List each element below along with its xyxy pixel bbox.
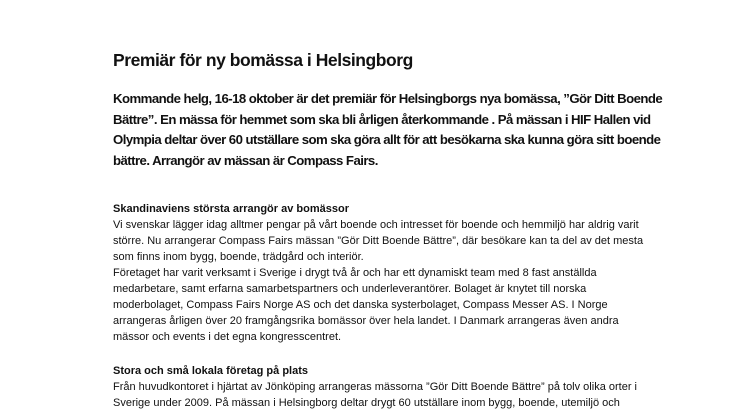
body-line: Sverige under 2009. På mässan i Helsingborg deltar drygt 60 utställare inom bygg, boende, utemiljö och [113, 397, 620, 409]
body-line: Vi svenskar lägger idag alltmer pengar på vårt boende och intresset för boende och hemmiljö har aldrig varit [113, 219, 639, 231]
lead-line: Olympia deltar över 60 utställare som ska göra allt för att besökarna ska kunna göra sitt boende [113, 132, 661, 147]
lead-paragraph [113, 89, 663, 171]
body-paragraph [113, 217, 648, 265]
section-stora-och-sma-lokala-foretag [113, 363, 648, 411]
body-line: arrangeras årligen över 20 framgångsrika bomässor över hela landet. I Danmark arrangeras även andra [113, 315, 619, 327]
body-line: mässor och events i det egna kongresscentret. [113, 331, 342, 343]
body-paragraph [113, 265, 648, 345]
section-heading: Skandinaviens största arrangör av bomässor [113, 203, 349, 215]
section-heading: Stora och små lokala företag på plats [113, 365, 309, 377]
body-paragraph [113, 379, 648, 411]
body-line: som finns inom bygg, boende, trädgård och interiör. [113, 251, 364, 263]
body-line: Företaget har varit verksamt i Sverige i drygt två år och har ett dynamiskt team med 8 fast anställda [113, 267, 597, 279]
section-skandinaviens-storsta-arrangor [113, 201, 648, 345]
body-line: större. Nu arrangerar Compass Fairs mässan ”Gör Ditt Boende Bättre”, där besökare kan ta del av det mesta [113, 235, 644, 247]
press-release-title: Premiär för ny bomässa i Helsingborg [113, 50, 413, 70]
press-release-content [113, 50, 663, 411]
lead-line: Kommande helg, 16-18 oktober är det premiär för Helsingborgs nya bomässa, ”Gör Ditt Boende [113, 91, 663, 106]
body-line: medarbetare, samt erfarna samarbetspartners och underleverantörer. Bolaget är knytet till norska [113, 283, 587, 295]
body-line: Från huvudkontoret i hjärtat av Jönköping arrangeras mässorna ”Gör Ditt Boende Bättre” på tolv olika orter i [113, 381, 637, 393]
lead-line: Bättre”. En mässa för hemmet som ska bli årligen återkommande . På mässan i HIF Hallen vid [113, 111, 651, 127]
body-line: moderbolaget, Compass Fairs Norge AS och det danska systerbolaget, Compass Messer AS. I Norge [113, 299, 608, 311]
lead-line: bättre. Arrangör av mässan är Compass Fairs. [113, 152, 378, 168]
